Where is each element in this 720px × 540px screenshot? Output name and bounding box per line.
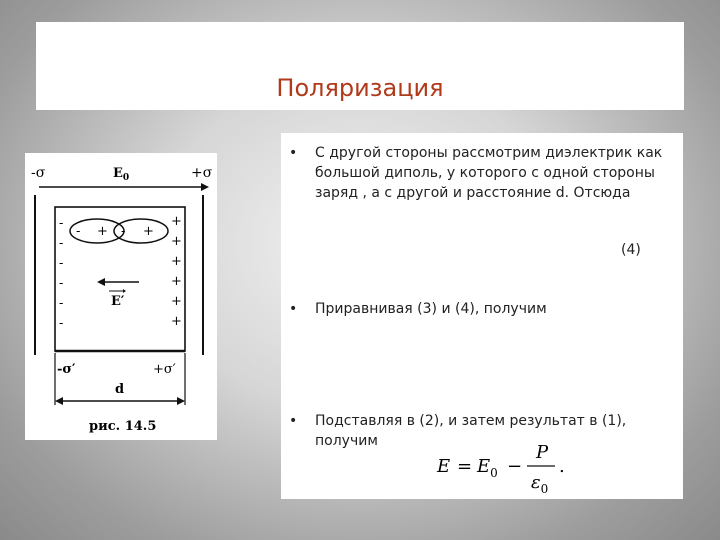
formula-period: . xyxy=(559,456,565,477)
plus-sigma-label: +σ xyxy=(191,165,213,181)
content-panel xyxy=(281,133,683,499)
minus-sign: - xyxy=(59,276,64,291)
minus-sigma-prime-label: -σ′ xyxy=(57,362,76,377)
slide-title: Поляризация xyxy=(276,74,444,102)
dipole1-plus: + xyxy=(97,224,108,239)
formula-minus: − xyxy=(507,456,523,477)
bullet-dot: • xyxy=(289,145,298,161)
formula-numerator: P xyxy=(536,442,549,463)
bullet-dot: • xyxy=(289,413,298,429)
formula-lhs: E xyxy=(437,456,451,477)
formula-e0: $E_0$ xyxy=(477,456,498,480)
bullet-text: Приравнивая (3) и (4), получим xyxy=(315,301,547,317)
plus-sign: + xyxy=(171,294,182,309)
bullet-dot: • xyxy=(289,301,298,317)
title-box xyxy=(36,22,684,110)
figure-caption: рис. 14.5 xyxy=(89,419,157,434)
result-formula xyxy=(433,436,573,502)
eprime-label: E′ xyxy=(111,294,125,309)
minus-sign: - xyxy=(59,256,64,271)
plus-sign: + xyxy=(171,234,182,249)
plus-sign: + xyxy=(171,214,182,229)
plus-sign: + xyxy=(171,274,182,289)
dipole1-minus: - xyxy=(76,224,81,239)
dipole2-plus: + xyxy=(143,224,154,239)
plus-sign: + xyxy=(171,314,182,329)
minus-sign: - xyxy=(59,296,64,311)
eprime-arrow-head xyxy=(97,278,105,286)
dipole2-minus: - xyxy=(121,224,126,239)
formula-equals: = xyxy=(457,456,473,477)
d-label: d xyxy=(115,382,125,397)
d-arrow-left xyxy=(55,397,63,405)
minus-sign: - xyxy=(59,316,64,331)
plus-sigma-prime-label: +σ′ xyxy=(153,362,176,377)
d-arrow-right xyxy=(177,397,185,405)
bullet-text: С другой стороны рассмотрим диэлектрик как большой диполь, у которого с одной стороны заряд , а с другой и расстояние d. Отсюда xyxy=(315,145,663,201)
minus-sign: - xyxy=(59,216,64,231)
bullet-text: Подставляя в (2), и затем результат в (1), получим xyxy=(315,413,627,449)
formula-denominator: $\varepsilon_0$ xyxy=(531,472,549,496)
equation-number: (4) xyxy=(621,242,641,258)
eprime-vector-bar-head xyxy=(123,289,126,293)
e0-label: $E_0$ xyxy=(113,166,130,183)
figure-panel xyxy=(25,153,217,440)
e0-arrow-head xyxy=(201,183,209,191)
dielectric-slab xyxy=(55,207,185,351)
plus-sign: + xyxy=(171,254,182,269)
minus-sign: - xyxy=(59,236,64,251)
minus-sigma-label: -σ xyxy=(31,165,46,181)
dipole-diagram xyxy=(25,153,217,440)
formula-svg xyxy=(433,436,573,498)
